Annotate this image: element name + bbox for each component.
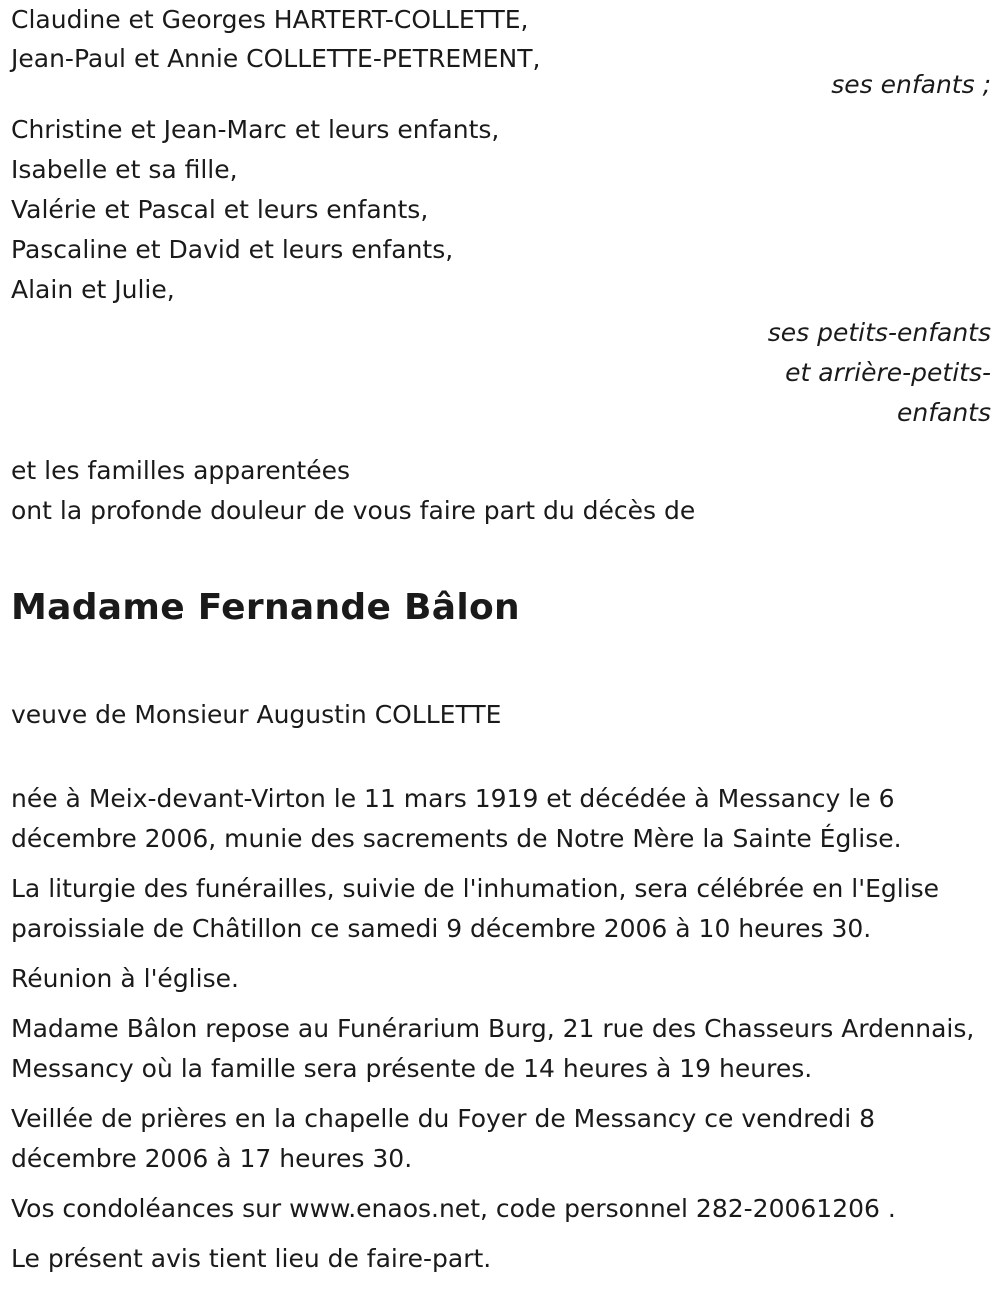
grandchildren-line: Pascaline et David et leurs enfants,: [11, 235, 454, 264]
details-block: [11, 779, 991, 1279]
widow-of-line: veuve de Monsieur Augustin COLLETTE: [11, 700, 502, 729]
condolences-paragraph: Vos condoléances sur www.enaos.net, code personnel 282-20061206 .: [11, 1194, 896, 1223]
funerarium-paragraph: Madame Bâlon repose au Funérarium Burg, 21 rue des Chasseurs Ardennais, Messancy où la famille sera présente de 14 heures à 19 heures.: [11, 1014, 975, 1083]
families-block: [11, 451, 991, 531]
birth-death-paragraph: née à Meix-devant-Virton le 11 mars 1919 et décédée à Messancy le 6 décembre 2006, munie des sacrements de Notre Mère la Sainte Église.: [11, 784, 902, 853]
grandchildren-line: Alain et Julie,: [11, 275, 175, 304]
deceased-name: Madame Fernande Bâlon: [11, 587, 520, 628]
grandchildren-line: Isabelle et sa fille,: [11, 155, 238, 184]
grandchildren-block: [11, 110, 991, 433]
families-line-1: et les familles apparentées: [11, 456, 351, 485]
grandchildren-caption-2: et arrière-petits-: [785, 358, 991, 387]
notice-paragraph: Le présent avis tient lieu de faire-part.: [11, 1244, 492, 1273]
grandchildren-line: Valérie et Pascal et leurs enfants,: [11, 195, 429, 224]
meeting-paragraph: Réunion à l'église.: [11, 964, 239, 993]
obituary-notice: [11, 0, 991, 1289]
families-line-2: ont la profonde douleur de vous faire part du décès de: [11, 496, 696, 525]
grandchildren-line: Christine et Jean-Marc et leurs enfants,: [11, 115, 500, 144]
grandchildren-caption-3: enfants: [896, 398, 991, 427]
children-caption: ses enfants ;: [831, 70, 991, 99]
children-line-1: Claudine et Georges HARTERT-COLLETTE,: [11, 5, 529, 34]
children-line-2: Jean-Paul et Annie COLLETTE-PETREMENT,: [11, 44, 541, 73]
vigil-paragraph: Veillée de prières en la chapelle du Foyer de Messancy ce vendredi 8 décembre 2006 à 17 heures 30.: [11, 1104, 876, 1173]
funeral-paragraph: La liturgie des funérailles, suivie de l'inhumation, sera célébrée en l'Eglise paroissiale de Châtillon ce samedi 9 décembre 2006 à 10 heures 30.: [11, 874, 940, 943]
grandchildren-caption-1: ses petits-enfants: [767, 318, 991, 347]
children-block: [11, 0, 991, 98]
